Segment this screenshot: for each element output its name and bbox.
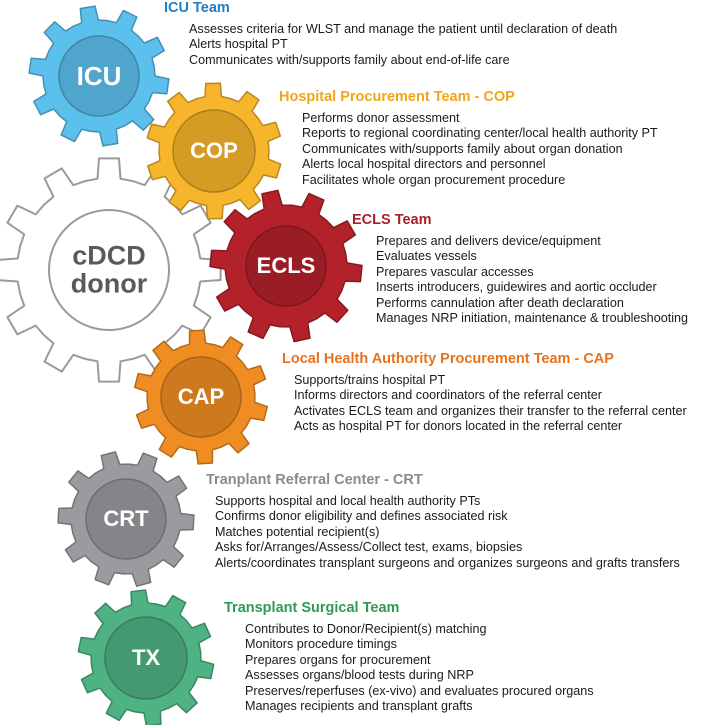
gear-label-tx: TX: [131, 645, 161, 670]
list-item: Communicates with/supports family about organ donation: [302, 141, 623, 156]
section-list-ecls: [376, 234, 688, 326]
list-item: Confirms donor eligibility and defines associated risk: [215, 509, 508, 524]
list-item: Prepares vascular accesses: [376, 264, 534, 279]
list-item: Preserves/reperfuses (ex-vivo) and evaluates procured organs: [245, 683, 594, 698]
gear-label-ecls: ECLS: [256, 253, 316, 278]
list-item: Asks for/Arranges/Assess/Collect test, exams, biopsies: [215, 540, 523, 555]
list-item: Matches potential recipient(s): [215, 524, 380, 539]
list-item: Acts as hospital PT for donors located in the referral center: [294, 419, 623, 434]
list-item: Informs directors and coordinators of the referral center: [294, 388, 602, 403]
section-title-icu: ICU Team: [164, 0, 230, 16]
list-item: Manages NRP initiation, maintenance & troubleshooting: [376, 311, 689, 326]
gear-label-cop: COP: [190, 138, 238, 163]
list-item: Manages recipients and transplant grafts: [245, 699, 473, 714]
list-item: Supports/trains hospital PT: [294, 373, 446, 387]
list-item: Inserts introducers, guidewires and aortic occluder: [376, 280, 657, 295]
list-item: Alerts hospital PT: [189, 37, 288, 52]
list-item: Communicates with/supports family about end-of-life care: [189, 52, 510, 67]
gear-label-donor-line1: cDCD: [72, 240, 146, 271]
section-crt: [206, 472, 680, 571]
list-item: Facilitates whole organ procurement procedure: [302, 172, 566, 187]
list-item: Evaluates vessels: [376, 249, 477, 264]
section-list-icu: [189, 22, 617, 68]
section-cop: [279, 89, 658, 188]
list-item: Alerts/coordinates transplant surgeons and organizes surgeons and grafts transfers: [215, 555, 680, 570]
gear-label-icu: ICU: [76, 61, 122, 91]
gear-label-crt: CRT: [103, 506, 149, 531]
list-item: Prepares organs for procurement: [245, 652, 431, 667]
section-list-cap: [294, 373, 687, 435]
section-title-cap: Local Health Authority Procurement Team - CAP: [282, 351, 614, 367]
list-item: Activates ECLS team and organizes their transfer to the referral center: [294, 403, 687, 418]
section-list-tx: [245, 622, 594, 714]
list-item: Assesses criteria for WLST and manage the patient until declaration of death: [189, 22, 618, 36]
section-title-tx: Transplant Surgical Team: [224, 600, 400, 616]
list-item: Reports to regional coordinating center/local health authority PT: [302, 126, 658, 141]
section-list-cop: [302, 111, 658, 188]
list-item: Alerts local hospital directors and personnel: [302, 157, 546, 172]
section-icu: [164, 0, 617, 68]
section-cap: [282, 351, 687, 435]
list-item: Performs cannulation after death declaration: [376, 295, 624, 310]
section-list-crt: [215, 494, 680, 571]
list-item: Supports hospital and local health authority PTs: [215, 494, 481, 508]
list-item: Contributes to Donor/Recipient(s) matching: [245, 622, 487, 636]
section-tx: [224, 600, 594, 714]
section-title-ecls: ECLS Team: [352, 212, 432, 228]
section-title-cop: Hospital Procurement Team - COP: [279, 89, 515, 105]
list-item: Performs donor assessment: [302, 111, 460, 125]
list-item: Monitors procedure timings: [245, 637, 397, 652]
list-item: Prepares and delivers device/equipment: [376, 234, 601, 248]
list-item: Assesses organs/blood tests during NRP: [245, 668, 474, 683]
section-ecls: [352, 212, 688, 326]
gear-label-donor-line2: donor: [70, 268, 148, 299]
section-title-crt: Tranplant Referral Center - CRT: [206, 472, 423, 488]
gear-label-cap: CAP: [177, 384, 225, 409]
